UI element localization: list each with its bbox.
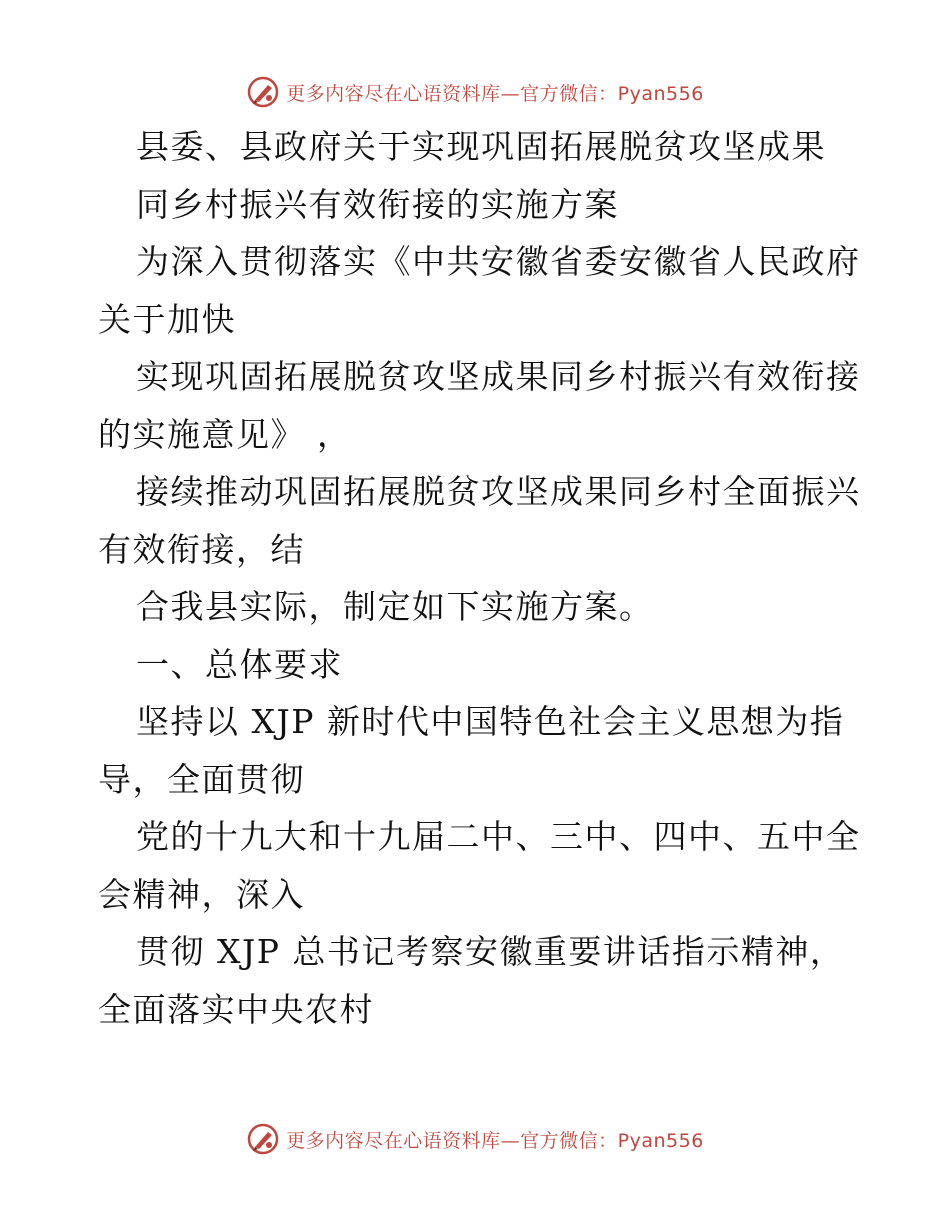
header-banner-separator: — [500,82,521,105]
paragraph-line: 接续推动巩固拓展脱贫攻坚成果同乡村全面振兴 [136,472,861,511]
paragraph-line: 实现巩固拓展脱贫攻坚成果同乡村振兴有效衔接 [136,357,861,396]
document-body [98,118,861,1038]
title-line-2: 同乡村振兴有效衔接的实施方案 [136,184,619,224]
paragraph-line: 坚持以 XJP 新时代中国特色社会主义思想为指 [136,702,845,741]
header-banner-wechat: 官方微信：Pyan556 [520,82,704,105]
paragraph-line: 为深入贯彻落实《中共安徽省委安徽省人民政府 [136,242,861,281]
paragraph-line: 的实施意见》 ， [98,414,352,454]
paragraph-line: 贯彻 XJP 总书记考察安徽重要讲话指示精神， [136,932,845,971]
footer-banner [0,1119,950,1159]
footer-banner-wechat: 官方微信：Pyan556 [520,1129,704,1152]
pen-logo-icon [246,75,280,109]
footer-banner-separator: — [500,1129,521,1152]
header-banner [0,72,950,112]
paragraph-line: 党的十九大和十九届二中、三中、四中、五中全 [136,817,861,856]
title-line-1: 县委、县政府关于实现巩固拓展脱贫攻坚成果 [136,127,826,166]
header-banner-text: 更多内容尽在心语资料库 [286,82,501,105]
footer-banner-text: 更多内容尽在心语资料库 [286,1129,501,1152]
paragraph-line: 关于加快 [98,299,236,339]
paragraph-line: 会精神，深入 [98,874,305,914]
paragraph-line: 导，全面贯彻 [98,759,305,799]
paragraph-line: 合我县实际，制定如下实施方案。 [136,587,654,626]
pen-logo-icon [246,1122,280,1156]
section-heading: 一、总体要求 [136,644,343,684]
paragraph-line: 全面落实中央农村 [98,989,374,1029]
paragraph-line: 有效衔接，结 [98,529,305,569]
